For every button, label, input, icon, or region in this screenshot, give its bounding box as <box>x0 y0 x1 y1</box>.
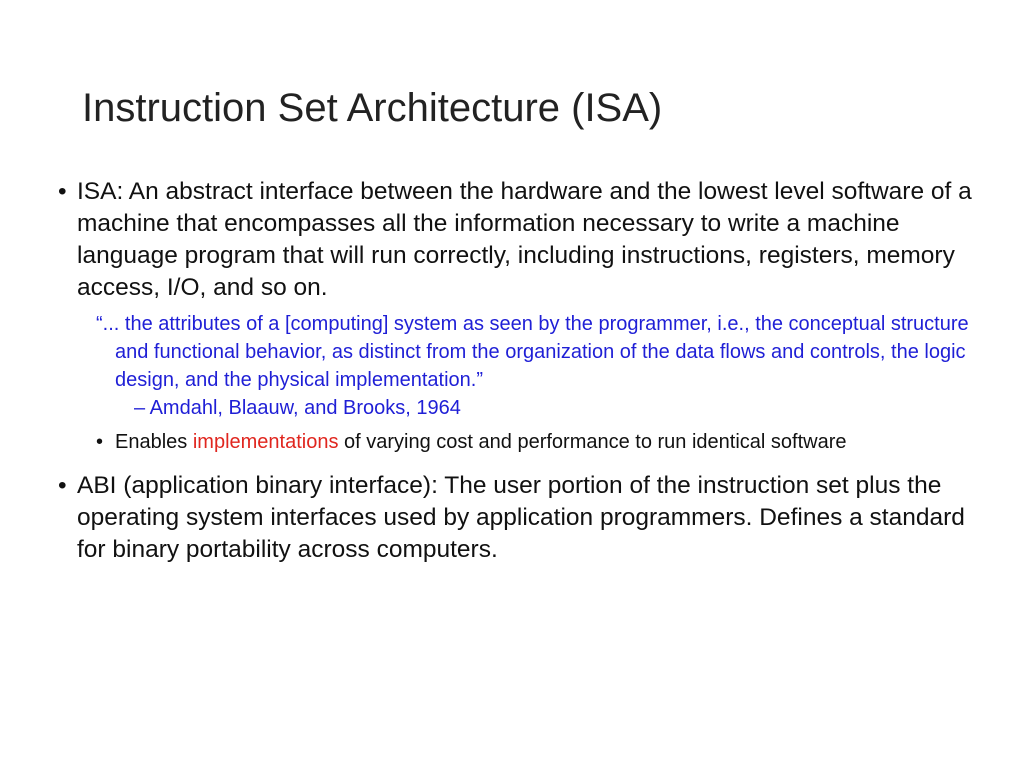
bullet-dot-icon: • <box>96 431 104 453</box>
enables-highlight: implementations <box>192 431 339 453</box>
quote-text: “... the attributes of a [computing] system as seen by the programmer, i.e., the conceptual structure and functional behavior, as distinct from the organization of the data flows and controls, the logic design, and the physical implementation.” <box>96 313 969 391</box>
enables-bullet <box>96 428 978 456</box>
quote-attribution: – Amdahl, Blaauw, and Brooks, 1964 <box>134 397 461 419</box>
quote-block <box>96 310 978 422</box>
bullet-dot-icon: • <box>58 472 67 499</box>
abi-bullet-text: ABI (application binary interface): The user portion of the instruction set plus the operating system interfaces used by application programmers. Defines a standard for binary portability across computers. <box>77 472 965 563</box>
bullet-dot-icon: • <box>58 178 67 205</box>
slide-title: Instruction Set Architecture (ISA) <box>82 86 663 130</box>
slide-body <box>58 176 978 566</box>
enables-text-after: of varying cost and performance to run identical software <box>338 431 847 453</box>
isa-bullet-text: ISA: An abstract interface between the hardware and the lowest level software of a machine that encompasses all the information necessary to write a machine language program that will run correctly, including instructions, registers, memory access, I/O, and so on. <box>77 178 972 301</box>
abi-bullet <box>58 470 978 566</box>
isa-bullet <box>58 176 978 304</box>
enables-text-before: Enables <box>115 431 193 453</box>
